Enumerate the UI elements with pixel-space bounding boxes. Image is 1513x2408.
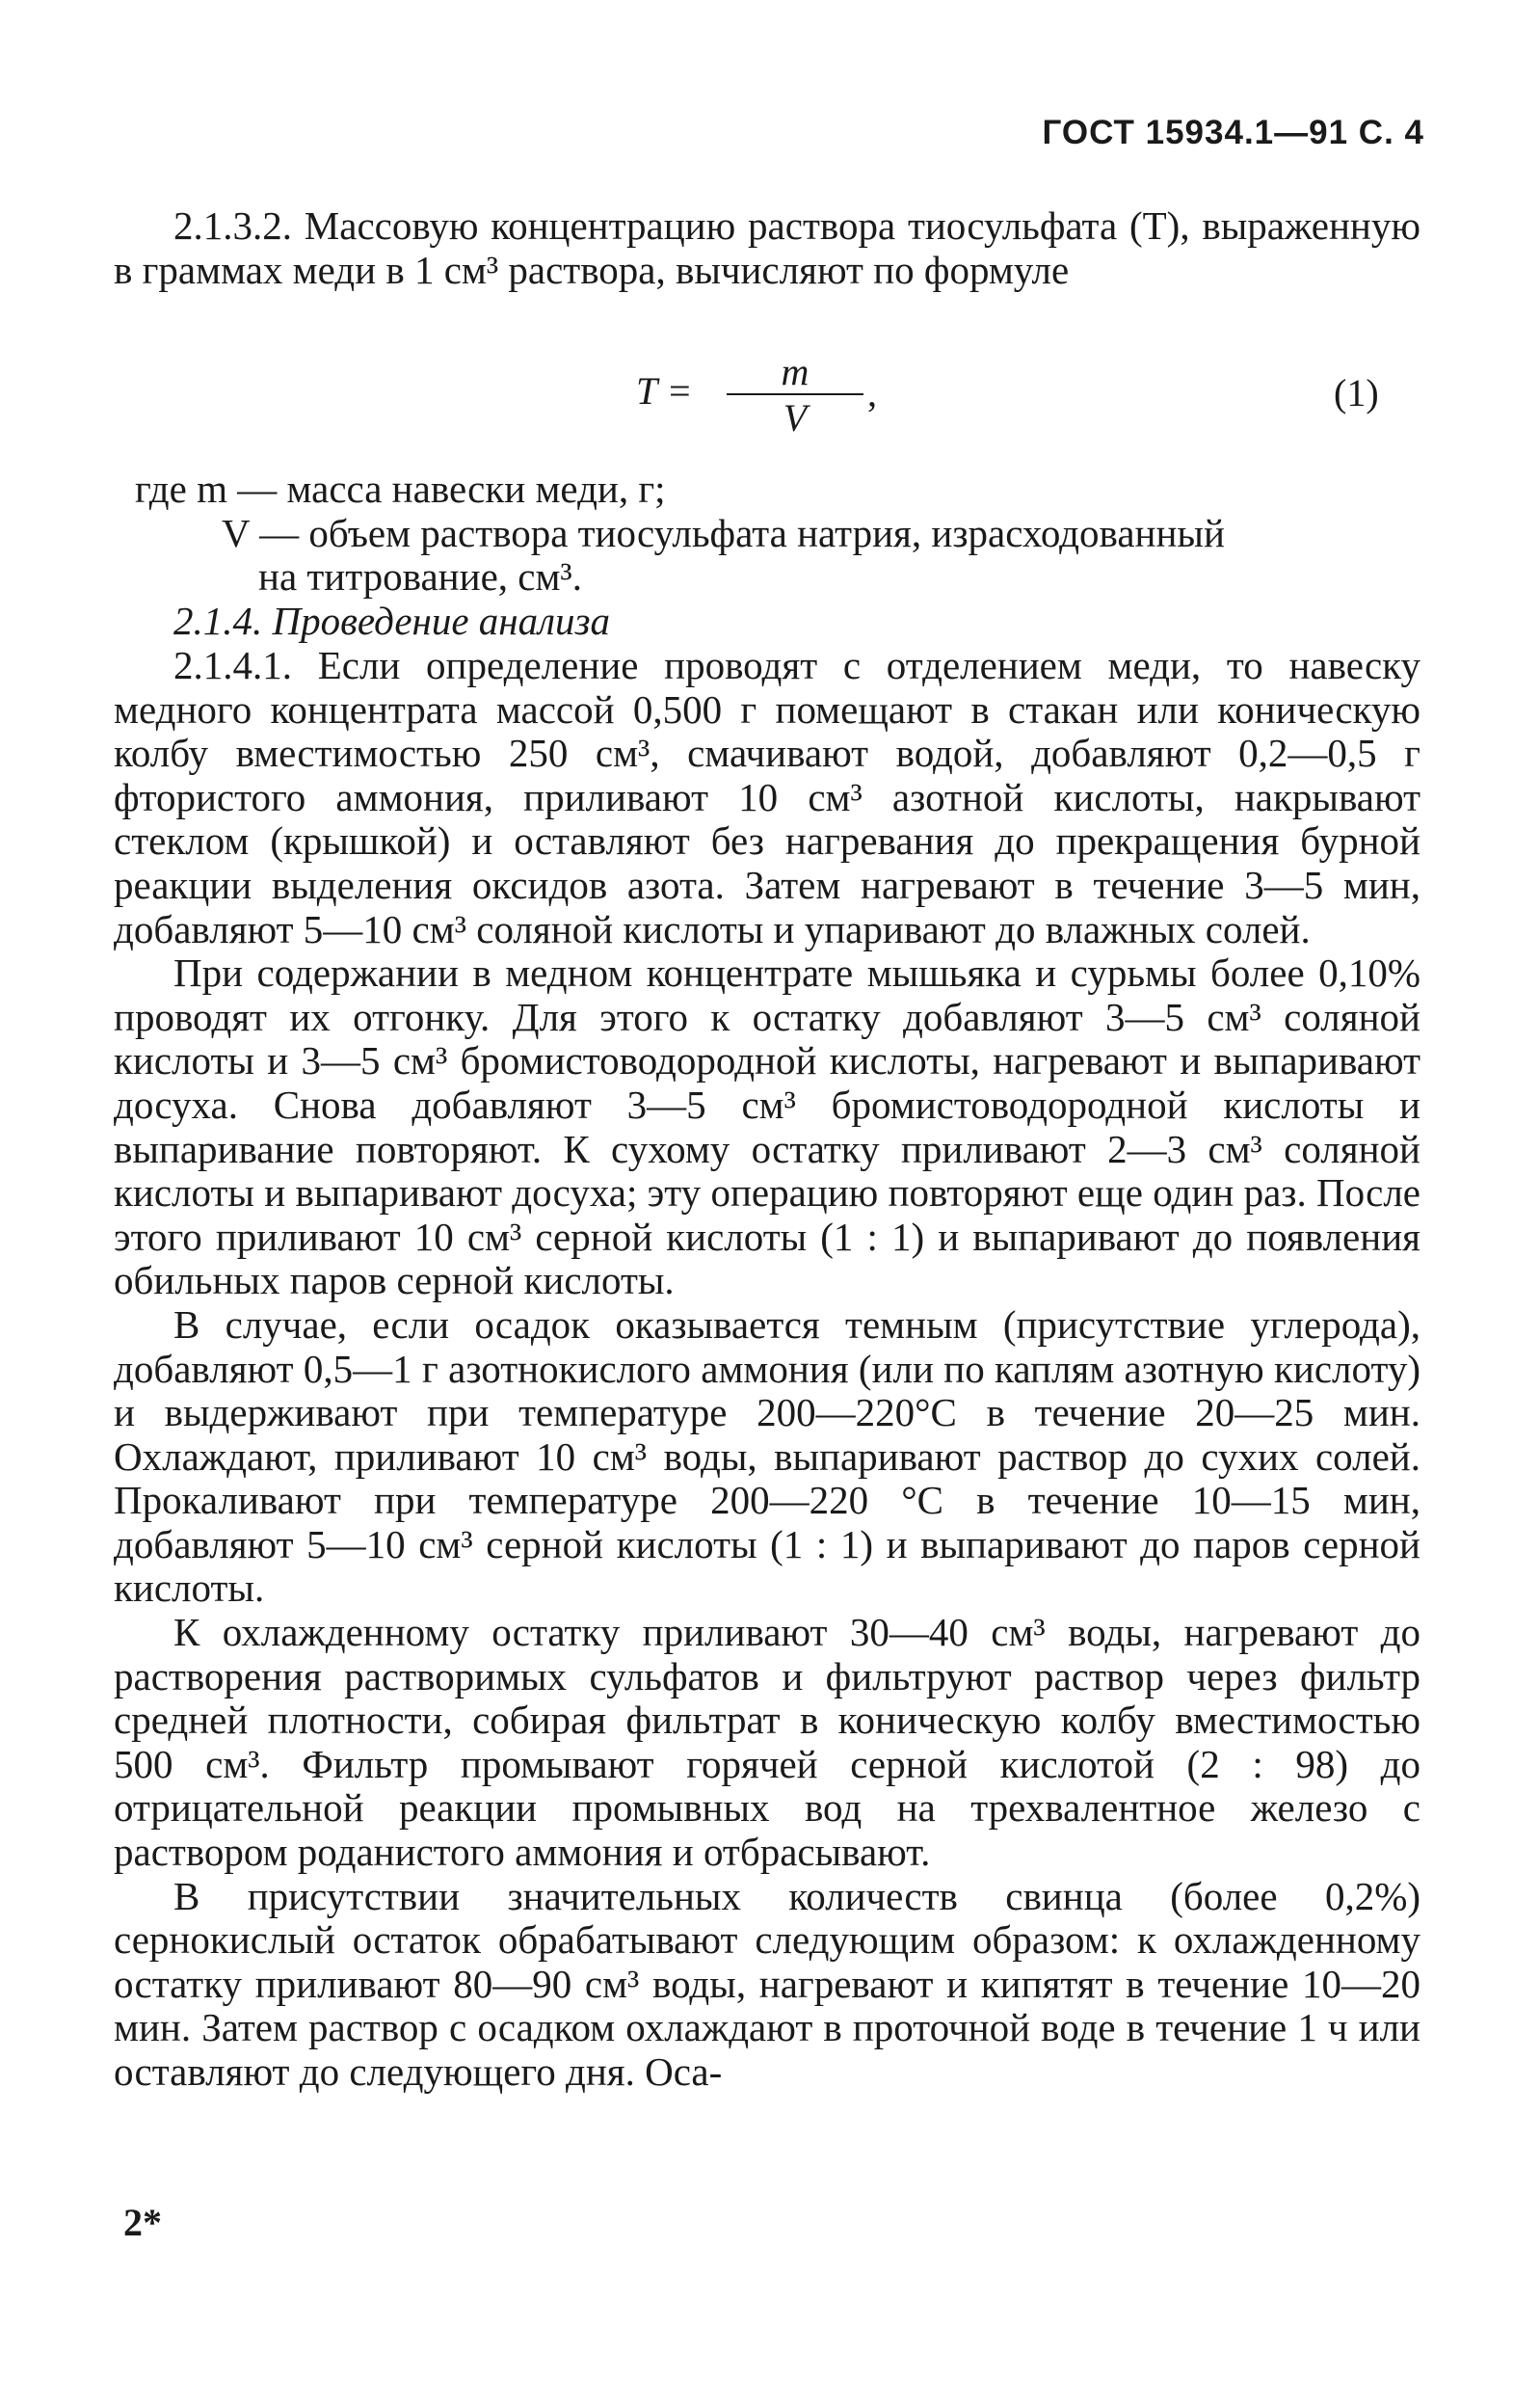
section-heading: 2.1.4. Проведение анализа [173, 599, 611, 643]
formula-numerator: m [781, 350, 810, 393]
legend-line-v: V — объем раствора тиосульфата натрия, израсходованный [222, 510, 1225, 555]
formula-denominator: V [783, 396, 808, 440]
formula-1 [0, 349, 1513, 445]
formula-comma: , [867, 371, 877, 415]
paragraph-dark-residue: В случае, если осадок оказывается темным (присутствие углерода), добавляют 0,5—1 г азотнокислого аммония (или по каплям азотную кислоту) и выдерживают при температуре 200—220°С в течение 20—25 мин. Охлаждают, приливают 10 см³ воды, выпаривают раствор до сухих солей. Прокаливают при температуре 200—220 °С в течение 10—15 мин, добавляют 5—10 см³ серной кислоты (1 : 1) и выпаривают до паров серной кислоты. [114, 1301, 1420, 1611]
formula-number: (1) [1334, 371, 1379, 415]
formula-lhs: T = [636, 369, 693, 413]
legend-line-v-cont: на титрование, см³. [258, 554, 582, 600]
formula-fraction [723, 349, 867, 440]
legend-line-m: где m — масса навески меди, г; [135, 467, 666, 511]
section-2-1-4 [114, 600, 1420, 644]
body-text [114, 644, 1420, 2095]
paragraph-arsenic: При содержании в медном концентрате мышьяка и сурьмы более 0,10% проводят их отгонку. Для этого к остатку добавляют 3—5 см³ соляной кислоты и 3—5 см³ бромистоводородной кислоты, нагревают и выпаривают досуха. Снова добавляют 3—5 см³ бромистоводородной кислоты и выпаривание повторяют. К сухому остатку приливают 2—3 см³ соляной кислоты и выпаривают досуха; эту операцию повторяют еще один раз. После этого приливают 10 см³ серной кислоты (1 : 1) и выпаривают до появления обильных паров серной кислоты. [114, 950, 1420, 1303]
page-header: ГОСТ 15934.1—91 С. 4 [1042, 114, 1424, 151]
page-footer-mark: 2* [123, 2201, 162, 2244]
paragraph-lead: В присутствии значительных количеств свинца (более 0,2%) сернокислый остаток обрабатывают следующим образом: к охлажденному остатку приливают 80—90 см³ воды, нагревают и кипятят в течение 10—20 мин. Затем раствор с осадком охлаждают в проточной воде в течение 1 ч или оставляют до следующего дня. Оса- [114, 1873, 1420, 2094]
formula-legend [135, 468, 1426, 600]
paragraph-2-1-4-1: 2.1.4.1. Если определение проводят с отделением меди, то навеску медного концентрата массой 0,500 г помещают в стакан или коническую колбу вместимостью 250 см³, смачивают водой, добавляют 0,2—0,5 г фтористого аммония, приливают 10 см³ азотной кислоты, накрывают стеклом (крышкой) и оставляют без нагревания до прекращения бурной реакции выделения оксидов азота. Затем нагревают в течение 3—5 мин, добавляют 5—10 см³ соляной кислоты и упаривают до влажных солей. [114, 643, 1420, 951]
section-2-1-3-2 [114, 204, 1420, 292]
paragraph-filtration: К охлажденному остатку приливают 30—40 см³ воды, нагревают до растворения растворимых сульфатов и фильтруют раствор через фильтр средней плотности, собирая фильтрат в коническую колбу вместимостью 500 см³. Фильтр промывают горячей серной кислотой (2 : 98) до отрицательной реакции промывных вод на трехвалентное железо с раствором роданистого аммония и отбрасывают. [114, 1610, 1420, 1875]
paragraph-2-1-3-2: 2.1.3.2. Массовую концентрацию раствора тиосульфата (Т), выраженную в граммах меди в 1 см³ раствора, вычисляют по формуле [114, 203, 1420, 292]
